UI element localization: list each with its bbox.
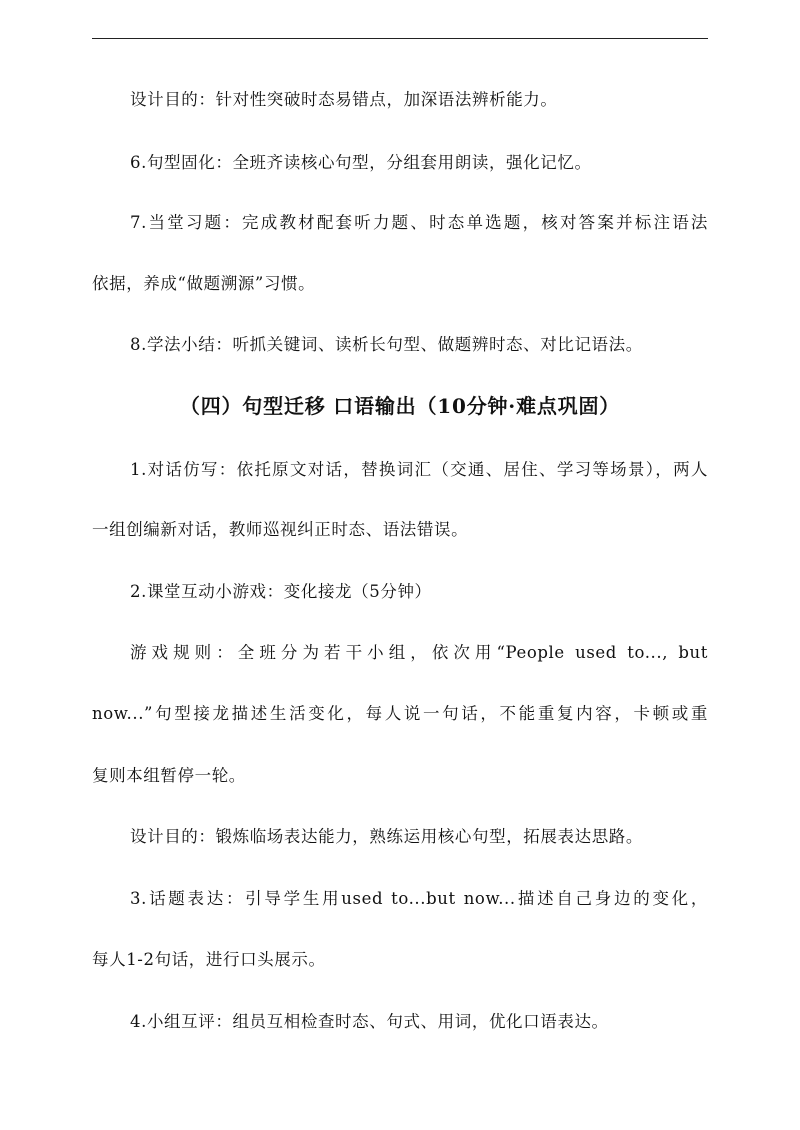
paragraph-game-rules-line-2: now...”句型接龙描述生活变化，每人说一句话，不能重复内容，卡顿或重 bbox=[92, 704, 708, 723]
paragraph-game-title: 2.课堂互动小游戏：变化接龙（5分钟） bbox=[130, 582, 432, 601]
paragraph-step-6: 6.句型固化：全班齐读核心句型，分组套用朗读，强化记忆。 bbox=[130, 153, 592, 172]
paragraph-step-7-line-1: 7.当堂习题：完成教材配套听力题、时态单选题，核对答案并标注语法 bbox=[130, 213, 708, 232]
header-rule bbox=[92, 38, 708, 39]
paragraph-dialogue-line-1: 1.对话仿写：依托原文对话，替换词汇（交通、居住、学习等场景），两人 bbox=[130, 460, 708, 479]
paragraph-topic-line-1: 3.话题表达：引导学生用used to...but now...描述自己身边的变化， bbox=[130, 889, 708, 908]
paragraph-dialogue-line-2: 一组创编新对话，教师巡视纠正时态、语法错误。 bbox=[92, 520, 469, 539]
paragraph-peer-review: 4.小组互评：组员互相检查时态、句式、用词，优化口语表达。 bbox=[130, 1012, 609, 1031]
paragraph-step-8: 8.学法小结：听抓关键词、读析长句型、做题辨时态、对比记语法。 bbox=[130, 335, 643, 354]
paragraph-game-rules-line-1: 游戏规则：全班分为若干小组，依次用“People used to..., but bbox=[130, 643, 708, 662]
paragraph-topic-line-2: 每人1-2句话，进行口头展示。 bbox=[92, 950, 326, 969]
paragraph-step-7-line-2: 依据，养成“做题溯源”习惯。 bbox=[92, 274, 316, 293]
paragraph-design-purpose-1: 设计目的：针对性突破时态易错点，加深语法辨析能力。 bbox=[130, 90, 558, 109]
paragraph-design-purpose-2: 设计目的：锻炼临场表达能力，熟练运用核心句型，拓展表达思路。 bbox=[130, 827, 643, 846]
paragraph-game-rules-line-3: 复则本组暂停一轮。 bbox=[92, 766, 246, 785]
section-heading-4: （四）句型迁移 口语输出（10分钟·难点巩固） bbox=[179, 394, 621, 418]
